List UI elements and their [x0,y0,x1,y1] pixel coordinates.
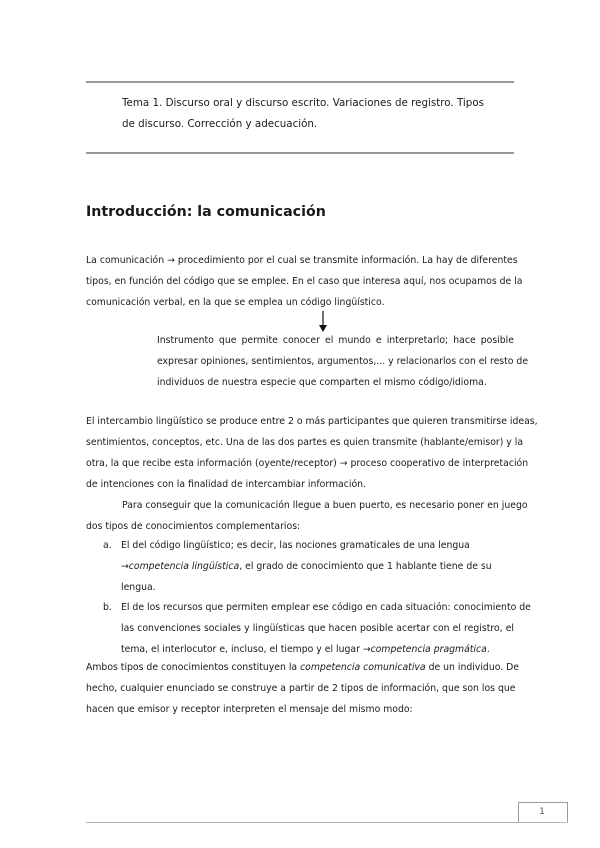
header-line: de discurso. Corrección y adecuación. [122,118,318,130]
list-marker: a. [103,540,112,551]
header-bottom-rule [86,152,514,154]
text-line: El de los recursos que permiten emplear ese código en cada situación: conocimiento de [121,602,531,613]
page-number: 1 [539,807,545,817]
text-line: Instrumento que permite conocer el mundo e interpretarlo; hace posible [157,335,514,346]
text-line: otra, la que recibe esta información (oyente/receptor) → proceso cooperativo de interpretación [86,458,529,469]
header-top-rule [86,81,514,83]
text-line: →competencia lingüística, el grado de conocimiento que 1 hablante tiene de su [121,561,492,572]
text-line: hecho, cualquier enunciado se construye a partir de 2 tipos de información, que son los que [86,683,516,694]
italic-term: →competencia pragmática [362,644,487,655]
text-line: tipos, en función del código que se emplee. En el caso que interesa aquí, nos ocupamos de la [86,276,523,287]
header-box [122,93,482,135]
text-line: El intercambio lingüístico se produce entre 2 o más participantes que quieren transmitirse ideas, [86,416,538,427]
header-line: Tema 1. Discurso oral y discurso escrito. Variaciones de registro. Tipos [122,97,484,109]
text-line: lengua. [121,582,156,593]
text-line: tema, el interlocutor e, incluso, el tiempo y el lugar →competencia pragmática. [121,644,490,655]
text-line: hacen que emisor y receptor interpreten el mensaje del mismo modo: [86,704,413,715]
text-line: El del código lingüístico; es decir, las nociones gramaticales de una lengua [121,540,470,551]
list-marker: b. [103,602,112,613]
paragraph-conclusion [86,657,520,720]
text-line: Ambos tipos de conocimientos constituyen la competencia comunicativa de un individuo. De [86,662,520,673]
text-line: La comunicación → procedimiento por el cual se transmite información. La hay de diferentes [86,255,518,266]
paragraph-knowledge [86,495,528,537]
text-line: dos tipos de conocimientos complementarios: [86,521,301,532]
paragraph-exchange [86,411,538,495]
italic-term: competencia comunicativa [300,662,426,673]
text-line: expresar opiniones, sentimientos, argumentos,... y relacionarlos con el resto de [157,356,529,367]
indented-definition [157,330,529,393]
text-line: las convenciones sociales y lingüísticas que hacen posible acertar con el registro, el [121,623,514,634]
text-line: individuos de nuestra especie que comparten el mismo código/idioma. [157,377,487,388]
text-line: comunicación verbal, en la que se emplea un código lingüístico. [86,297,385,308]
footer-rule [86,822,566,823]
text-line: Para conseguir que la comunicación llegue a buen puerto, es necesario poner en juego [122,500,528,511]
text-line: de intenciones con la finalidad de intercambiar información. [86,479,366,490]
section-heading: Introducción: la comunicación [86,204,326,220]
paragraph-intro [86,250,523,313]
italic-term: →competencia lingüística [121,561,240,572]
text-line: sentimientos, conceptos, etc. Una de las dos partes es quien transmite (hablante/emisor) y la [86,437,524,448]
